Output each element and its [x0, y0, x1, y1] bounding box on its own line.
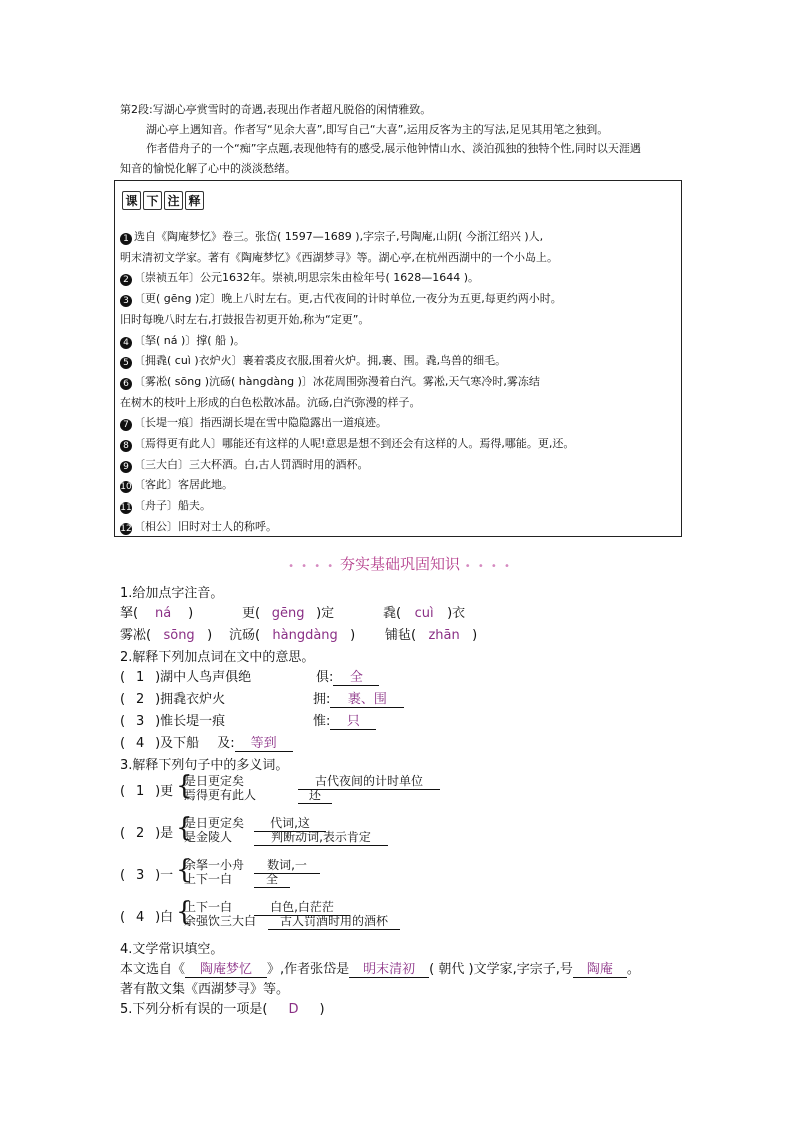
q1-title: 1.给加点字注音。 — [120, 586, 224, 601]
q3-sentence: 是金陵人 — [184, 830, 233, 844]
intro-paragraph-2: 湖心亭上遇知音。作者写“见余大喜”,即写自己“大喜”,运用反客为主的写法,足见其用笔之独到。 — [146, 122, 609, 136]
q1-paren: ) — [207, 628, 213, 643]
q2-item-1: ( 1 )湖中人鸟声俱绝 — [120, 670, 252, 685]
q1-row2-item2 — [229, 624, 355, 643]
q2-answer-3 — [313, 710, 376, 730]
q1-row1-item3 — [383, 602, 465, 621]
notes-badge — [122, 191, 204, 210]
q2-key: 俱: — [316, 670, 334, 685]
note-number: 8 — [120, 440, 132, 452]
q3-sentence: 是日更定矣 — [184, 816, 245, 830]
note-number: 10 — [120, 482, 132, 493]
q3-group-4-line-2 — [184, 912, 400, 930]
q2-answer: 全 — [333, 666, 379, 686]
q3-group-4-label: ( 4 )白 — [120, 910, 174, 925]
badge-char: 释 — [185, 191, 204, 210]
q4-text: 》,作者张岱是 — [267, 962, 350, 977]
q1-paren: ) — [472, 628, 478, 643]
q1-row1-item2 — [242, 602, 334, 621]
note-text: 〔拏( ná )〕撑( 船 )。 — [134, 333, 245, 347]
banner-title: 夯实基础巩固知识 — [339, 555, 460, 573]
q4-text: 本文选自《 — [120, 962, 186, 977]
q1-paren: ) — [350, 628, 356, 643]
q3-answer: 判断动词,表示肯定 — [254, 828, 388, 846]
q3-num: 4 — [135, 910, 145, 925]
q3-sentence: 上下一白 — [184, 900, 233, 914]
note-number: 1 — [120, 233, 132, 245]
q1-paren: ) — [188, 606, 194, 621]
q2-answer: 等到 — [235, 732, 293, 752]
note-number: 11 — [120, 503, 132, 514]
q1-paren: )定 — [316, 606, 335, 621]
q3-sentence: 焉得更有此人 — [184, 788, 257, 802]
note-text: 〔雾凇( sōng )沆砀( hàngdàng )〕冰花周围弥漫着白汽。雾凇,天气寒冷时,雾冻结 — [134, 374, 540, 388]
note-text: 〔舟子〕船夫。 — [134, 499, 211, 513]
note-item — [120, 289, 680, 310]
section-banner — [240, 553, 560, 574]
q1-answer: sōng — [163, 628, 195, 643]
q4-text: ( 朝代 )文学家,字宗子,号 — [429, 962, 573, 977]
note-item — [120, 393, 680, 414]
note-number: 9 — [120, 461, 132, 473]
note-item — [120, 331, 680, 352]
q2-key: 及: — [217, 736, 235, 751]
q3-group-2-label: ( 2 )是 — [120, 826, 174, 841]
note-text: 明末清初文学家。著有《陶庵梦忆》《西湖梦寻》等。湖心亭,在杭州西湖中的一个小岛上。 — [120, 250, 558, 264]
q2-key: 惟: — [313, 714, 331, 729]
note-number: 2 — [120, 274, 132, 286]
q3-sentence: 是日更定矣 — [184, 774, 245, 788]
q3-answer: 古代夜间的计时单位 — [298, 772, 440, 790]
q3-group-3-line-2 — [184, 870, 290, 888]
q4-line-2: 著有散文集《西湖梦寻》等。 — [120, 982, 290, 997]
q1-answer: zhān — [428, 628, 460, 643]
q2-text: )惟长堤一痕 — [155, 714, 226, 729]
note-item — [120, 372, 680, 393]
note-item — [120, 434, 680, 455]
q1-word: 毳( — [383, 606, 402, 621]
q3-num: 3 — [135, 868, 145, 883]
q3-answer: 数词,一 — [254, 856, 320, 874]
q1-answer: gēng — [271, 606, 305, 621]
note-text: 〔拥毳( cuì )衣炉火〕裹着裘皮衣服,围着火炉。拥,裹、围。毳,鸟兽的细毛。 — [134, 354, 507, 368]
notes-box — [114, 180, 682, 537]
q3-sentence: 上下一白 — [184, 872, 233, 886]
q2-answer: 只 — [330, 710, 376, 730]
q3-sentence: 余强饮三大白 — [184, 914, 257, 928]
q2-num: 2 — [135, 692, 145, 707]
q3-answer: 还 — [298, 786, 332, 804]
q5-answer: D — [288, 1002, 299, 1017]
intro-section — [120, 100, 680, 178]
q2-item-4: ( 4 )及下船 及: 等到 — [120, 732, 293, 752]
q3-group-2-line-2 — [184, 828, 388, 846]
q2-num: 3 — [135, 714, 145, 729]
q2-item-2: ( 2 )拥毳衣炉火 — [120, 692, 226, 707]
intro-paragraph-3b: 知音的愉悦化解了心中的淡淡愁绪。 — [120, 161, 296, 175]
note-number: 3 — [120, 295, 132, 307]
note-item — [120, 496, 680, 517]
q3-word: )是 — [155, 826, 174, 841]
q4-answer-era: 明末清初 — [349, 958, 429, 978]
badge-char: 下 — [143, 191, 162, 210]
note-text: 〔相公〕旧时对士人的称呼。 — [134, 519, 277, 533]
q1-word: 铺毡( — [385, 628, 417, 643]
note-item — [120, 517, 680, 538]
q1-paren: )衣 — [447, 606, 466, 621]
q3-answer: 全 — [254, 870, 290, 888]
note-item — [120, 475, 680, 496]
notes-list — [120, 227, 680, 538]
note-number: 5 — [120, 357, 132, 369]
brace-icon: { — [176, 813, 193, 843]
q1-word: 拏( — [120, 606, 139, 621]
note-text: 〔客此〕客居此地。 — [134, 478, 233, 492]
note-item — [120, 310, 680, 331]
q3-word: )白 — [155, 910, 174, 925]
q3-answer: 古人罚酒时用的酒杯 — [268, 912, 400, 930]
q2-text: )拥毳衣炉火 — [155, 692, 226, 707]
q1-word: 更( — [242, 606, 261, 621]
note-item — [120, 268, 680, 289]
q4-answer-book: 陶庵梦忆 — [185, 958, 267, 978]
q5-text: 5.下列分析有误的一项是( — [120, 1002, 268, 1017]
q2-item-3: ( 3 )惟长堤一痕 — [120, 714, 226, 729]
q2-text: )及下船 — [155, 736, 200, 751]
q2-title: 2.解释下列加点词在文中的意思。 — [120, 650, 315, 665]
note-item — [120, 455, 680, 476]
q1-word: 雾凇( — [120, 628, 152, 643]
q3-answer: 白色,白茫茫 — [254, 898, 350, 916]
note-text: 旧时每晚八时左右,打鼓报告初更开始,称为“定更”。 — [120, 312, 370, 326]
q3-sentence: 余拏一小舟 — [184, 858, 245, 872]
note-number: 7 — [120, 419, 132, 431]
q2-text: )湖中人鸟声俱绝 — [155, 670, 252, 685]
q2-answer-2 — [313, 688, 404, 708]
q5-title — [120, 998, 325, 1017]
q1-answer: ná — [154, 606, 172, 621]
note-text: 〔三大白〕三大杯酒。白,古人罚酒时用的酒杯。 — [134, 457, 369, 471]
q2-num: 1 — [135, 670, 145, 685]
badge-char: 注 — [164, 191, 183, 210]
q1-row2-item3 — [385, 624, 477, 643]
q3-num: 1 — [135, 784, 145, 799]
q1-word: 沆砀( — [229, 628, 261, 643]
brace-icon: { — [176, 771, 193, 801]
q1-answer: cuì — [414, 606, 434, 621]
q2-answer: 裹、围 — [330, 688, 404, 708]
q4-line-1 — [120, 958, 640, 978]
q5-paren: ) — [319, 1002, 325, 1017]
intro-paragraph-1: 第2段:写湖心亭赏雪时的奇遇,表现出作者超凡脱俗的闲情雅致。 — [120, 103, 432, 116]
note-item — [120, 413, 680, 434]
q2-answer-1 — [316, 666, 379, 686]
note-number: 6 — [120, 378, 132, 390]
note-item — [120, 227, 680, 248]
q1-row2-item1 — [120, 624, 212, 643]
brace-icon: { — [176, 897, 193, 927]
q3-group-3-label: ( 3 )一 — [120, 868, 174, 883]
note-text: 〔焉得更有此人〕哪能还有这样的人呢!意思是想不到还会有这样的人。焉得,哪能。更,还。 — [134, 437, 575, 451]
q3-title: 3.解释下列句子中的多义词。 — [120, 758, 289, 773]
note-text: 〔更( gēng )定〕晚上八时左右。更,古代夜间的计时单位,一夜分为五更,每更约两小时。 — [134, 292, 562, 306]
note-text: 〔长堤一痕〕指西湖长堤在雪中隐隐露出一道痕迹。 — [134, 416, 387, 430]
q3-group-1-label: ( 1 )更 — [120, 784, 174, 799]
intro-paragraph-3a: 作者借舟子的一个“痴”字点题,表现他特有的感受,展示他钟情山水、淡泊孤独的独特个性,同时以天涯遇 — [146, 142, 641, 155]
q4-text: 。 — [626, 962, 640, 977]
q2-num: 4 — [135, 736, 145, 751]
q4-answer-alias: 陶庵 — [573, 958, 627, 978]
note-text: 在树木的枝叶上形成的白色松散冰晶。沆砀,白汽弥漫的样子。 — [120, 395, 421, 409]
q3-num: 2 — [135, 826, 145, 841]
q3-word: )更 — [155, 784, 174, 799]
banner-dots-right: • • • • — [464, 561, 512, 572]
q2-key: 拥: — [313, 692, 331, 707]
q1-row1-item1 — [120, 602, 193, 621]
q1-answer: hàngdàng — [272, 628, 338, 643]
note-number: 4 — [120, 337, 132, 349]
brace-icon: { — [176, 855, 193, 885]
note-item — [120, 351, 680, 372]
note-text: 选自《陶庵梦忆》卷三。张岱( 1597—1689 ),字宗子,号陶庵,山阴( 今浙江绍兴 )人, — [134, 230, 544, 243]
banner-dots-left: • • • • — [288, 561, 336, 572]
q4-title: 4.文学常识填空。 — [120, 942, 224, 957]
q3-group-1-line-2 — [184, 786, 332, 804]
badge-char: 课 — [122, 191, 141, 210]
q3-answer: 代词,这 — [254, 814, 326, 832]
note-text: 〔崇祯五年〕公元1632年。崇祯,明思宗朱由检年号( 1628—1644 )。 — [134, 271, 480, 285]
note-number: 12 — [120, 523, 132, 534]
note-item — [120, 248, 680, 269]
q3-word: )一 — [155, 868, 174, 883]
